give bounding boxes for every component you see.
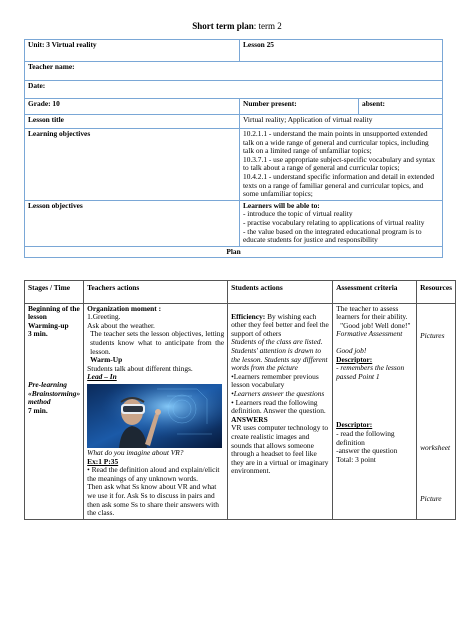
- lesson-objective: - introduce the topic of virtual reality: [243, 209, 353, 219]
- answers-text: VR uses computer technology to create realistic images and sounds that allows someone through a headset to feel like they are in a virtual or imaginary environment.: [231, 423, 329, 476]
- formative-assessment: Formative Assessment: [336, 329, 403, 339]
- learning-objective: 10.2.1.1 - understand the main points in unsupported extended talk on a wide range of general and curricular topics, including talk on a limited range of unfamiliar topics;: [243, 129, 429, 156]
- col-header-stages: Stages / Time: [25, 281, 84, 304]
- lesson-number-cell: Lesson 25: [240, 40, 443, 62]
- resources-cell: [417, 303, 456, 519]
- col-header-assessment: Assessment criteria: [333, 281, 417, 304]
- learning-objective: 10.3.7.1 - use appropriate subject-specific vocabulary and syntax to talk about a range of general and curricular topics;: [243, 154, 436, 173]
- org-line: Ask about the weather.: [87, 320, 155, 330]
- number-present-cell: Number present:: [240, 99, 359, 115]
- exercise-ref: Ex:1 P:35: [87, 456, 119, 466]
- absent-cell: absent:: [359, 99, 443, 115]
- student-bullet-3: • Learners read the following definition. Answer the question.: [231, 397, 326, 416]
- descriptor-line: Total: 3 point: [336, 454, 376, 464]
- assessment-text: The teacher to assess learners for their ability.: [336, 303, 408, 322]
- stage-name-2: Pre-learning «Brainstorming» method: [28, 379, 81, 407]
- lesson-title-label: Lesson title: [25, 115, 240, 129]
- assessment-cell: [333, 303, 417, 519]
- lead-in-heading: Lead – In: [87, 372, 117, 382]
- grade-cell: Grade: 10: [25, 99, 240, 115]
- lesson-objectives-list: [240, 200, 443, 246]
- stage-name: Beginning of the lesson Warming-up: [28, 303, 80, 330]
- lesson-title-value: Virtual reality; Application of virtual reality: [240, 115, 443, 129]
- learners-able-heading: Learners will be able to:: [243, 200, 320, 210]
- lesson-objectives-label: Lesson objectives: [25, 200, 240, 246]
- lesson-objective: - the value based on the integrated educational program is to educate students for justice and responsibility: [243, 226, 422, 245]
- students-listed: Students of the class are listed.: [231, 337, 323, 347]
- teacher-name-cell: Teacher name:: [25, 62, 443, 81]
- praise-text: "Good job! Well done!": [340, 320, 411, 330]
- lesson-header-table: [24, 39, 443, 258]
- resource-item: worksheet: [420, 443, 451, 453]
- learning-objectives-label: Learning objectives: [25, 129, 240, 201]
- students-actions-cell: [228, 303, 333, 519]
- teacher-actions-cell: [84, 303, 228, 519]
- learning-objectives-list: [240, 129, 443, 201]
- col-header-teachers: Teachers actions: [84, 281, 228, 304]
- teacher-paragraph-2: Then ask what Ss know about VR and what we use it for. Ask Ss to discuss in pairs and then ask some Ss to share their answers with the class.: [87, 482, 219, 518]
- page-title: Short term plan: term 2: [192, 21, 282, 31]
- lesson-objective: - practise vocabulary relating to applications of virtual reality: [243, 217, 425, 227]
- warmup-title: Warm-Up: [90, 355, 123, 365]
- unit-cell: Unit: 3 Virtual reality: [25, 40, 240, 62]
- learning-objective: 10.4.2.1 - understand specific information and detail in extended texts on a range of familiar general and curricular topics, and some unfamiliar topics;: [243, 171, 435, 199]
- descriptor-heading-2: Descriptor:: [336, 420, 373, 430]
- teacher-bullet: • Read the definition aloud and explain/elicit the meanings of any unknown words.: [87, 465, 220, 483]
- descriptor-heading-1: Descriptor:: [336, 354, 373, 364]
- student-bullet-2: •Learners answer the questions: [231, 388, 325, 398]
- org-paragraph: The teacher sets the lesson objectives, letting students know what to anticipate from the lesson.: [90, 329, 225, 356]
- good-job-text: Good job!: [336, 345, 367, 355]
- stage-time-2: 7 min.: [28, 405, 48, 415]
- col-header-students: Students actions: [228, 281, 333, 304]
- descriptor-line: -answer the question: [336, 446, 398, 456]
- students-attention: Students' attention is drawn to the lesson. Students say different words from the picture: [231, 345, 328, 373]
- date-cell: Date:: [25, 81, 443, 99]
- resource-item: Pictures: [420, 330, 445, 340]
- col-header-resources: Resources: [417, 281, 456, 304]
- descriptor-line: - read the following definition: [336, 428, 395, 447]
- vr-headset-image: [87, 384, 222, 448]
- answers-label: ANSWERS: [231, 414, 268, 424]
- stage-cell: [25, 303, 84, 519]
- student-bullet-1: •Learners remember previous lesson vocabulary: [231, 371, 319, 390]
- descriptor-text-1: - remembers the lesson passed Point 1: [336, 363, 405, 381]
- vr-question: What do you imagine about VR?: [87, 447, 184, 457]
- efficiency-text: Efficiency: By wishing each other they feel better and feel the support of others: [231, 311, 329, 338]
- org-moment-title: Organization moment :: [87, 303, 162, 313]
- resource-item: Picture: [420, 493, 442, 503]
- org-line: 1.Greeting.: [87, 312, 121, 322]
- warmup-text: Students talk about different things.: [87, 363, 193, 373]
- lesson-stages-table: [24, 280, 456, 520]
- stage-time: 3 min.: [28, 329, 48, 339]
- plan-heading: Plan: [25, 246, 443, 258]
